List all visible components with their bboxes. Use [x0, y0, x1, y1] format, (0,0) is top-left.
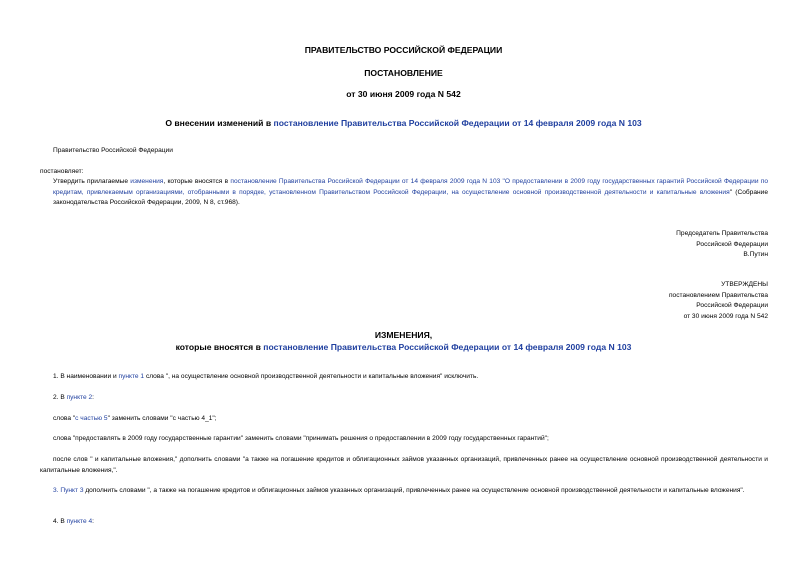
item-3-link[interactable]: 3. Пункт 3	[53, 487, 84, 494]
item-2: 2. В пункте 2:	[53, 394, 94, 401]
title-link[interactable]: постановление Правительства Российской Федерации от 14 февраля 2009 года N 103	[273, 118, 642, 128]
item-1: 1. В наименовании и пункте 1 слова ", на осуществление основной производственной деятельности и капитальные вложения" исключить.	[53, 373, 479, 380]
signature-name: В.Путин	[743, 251, 768, 259]
government-name: Правительство Российской Федерации	[53, 147, 173, 154]
title-prefix: О внесении изменений в	[165, 118, 274, 128]
signature-title: Председатель Правительства	[676, 230, 768, 237]
item-2-link[interactable]: пункте 2	[66, 394, 93, 401]
resolves-label: постановляет:	[40, 168, 84, 175]
part-5-link[interactable]: с частью 5	[75, 415, 108, 422]
resolution-103-link[interactable]: постановление Правительства Российской Федерации от 14 февраля 2009 года N 103 "О предоставлении в 2009 году государственных гарантий Российской Федерации по кредитам, привлекаемым организациями, отобранными в порядке, установленном Правительством Российской Федерации, на осуществление основной производственной деятельности и капитальные вложения	[53, 178, 768, 196]
document-type: ПОСТАНОВЛЕНИЕ	[364, 68, 443, 78]
document-date-number: от 30 июня 2009 года N 542	[346, 89, 461, 99]
approved-country: Российской Федерации	[696, 302, 768, 310]
changes-subtitle-link[interactable]: постановление Правительства Российской Федерации от 14 февраля 2009 года N 103	[263, 342, 632, 352]
item-3: 3. Пункт 3 дополнить словами ", а также на погашение кредитов и облигационных займов указанных организаций, привлеченных ранее на осуществление основной производственной деятельности и капитальные вложения".	[53, 487, 745, 494]
changes-heading: ИЗМЕНЕНИЯ,	[374, 330, 433, 340]
item-4: 4. В пункте 4:	[53, 518, 94, 525]
changes-subtitle: которые вносятся в постановление Правительства Российской Федерации от 14 февраля 2009 года N 103	[175, 342, 632, 352]
approved-block	[669, 280, 768, 322]
document-title	[0, 118, 807, 128]
item-1-link[interactable]: пункте 1	[118, 373, 145, 380]
approve-paragraph: Утвердить прилагаемые изменения, которые вносятся в постановление Правительства Российской Федерации от 14 февраля 2009 года N 103 "О предоставлении в 2009 году государственных гарантий Российской Федерации по кредитам, привлекаемым организациями, отобранными в порядке, установленном Правительством Российской Федерации, на осуществление основной производственной деятельности и капитальные вложения" (Собрание законодательства Российской Федерации, 2009, N 8, ст.968).	[53, 178, 769, 207]
item-4-link[interactable]: пункте 4	[66, 518, 93, 525]
approved-label: УТВЕРЖДЕНЫ	[721, 281, 768, 288]
signature-country: Российской Федерации	[696, 240, 768, 248]
item-2-sub-2: слова "предоставлять в 2009 году государственные гарантии" заменить словами "принимать решения о предоставлении в 2009 году государственных гарантий";	[53, 435, 549, 442]
item-2-sub-1: слова "с частью 5" заменить словами "с частью 4_1";	[53, 415, 217, 422]
approved-by: постановлением Правительства	[668, 291, 768, 299]
signature-block	[676, 229, 768, 261]
approved-date: от 30 июня 2009 года N 542	[683, 312, 768, 320]
government-heading: ПРАВИТЕЛЬСТВО РОССИЙСКОЙ ФЕДЕРАЦИИ	[304, 45, 503, 55]
item-2-sub-3: после слов " и капитальные вложения," дополнить словами "а также на погашение кредитов и облигационных займов указанных организаций, привлеченных ранее на осуществление основной производственной деятельности и капитальные вложения,".	[40, 456, 768, 474]
changes-link[interactable]: изменения	[130, 178, 164, 185]
